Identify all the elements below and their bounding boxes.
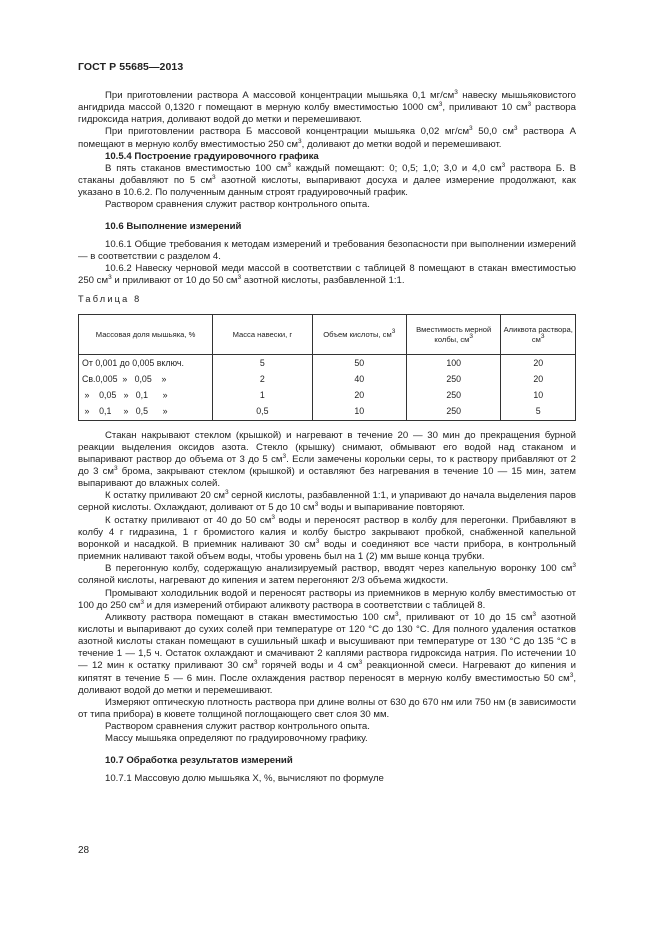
table-cell: 50	[312, 354, 406, 372]
table-cell: 5	[501, 404, 576, 421]
paragraph: 10.6.1 Общие требования к методам измерений и требования безопасности при выполнении измерений — в соответствии с разделом 4.	[78, 238, 576, 262]
table-header-row	[79, 314, 576, 354]
paragraph: В перегонную колбу, содержащую анализируемый раствор, вводят через капельную воронку 100 $см^3$ соляной кислоты, нагревают до кипения и затем перегоняют 2/3 объема жидкости.	[78, 562, 576, 587]
paragraph: 10.7.1 Массовую долю мышьяка X, %, вычисляют по формуле	[105, 772, 384, 784]
paragraph: К остатку приливают 20 $см^3$ серной кислоты, разбавленной 1:1, и упаривают до начала выделения паров серной кислоты. Охлаждают, доливают от 5 до 10 $см^3$ воды и выпаривание повторяют.	[78, 489, 576, 514]
table-cell: 250	[407, 388, 501, 404]
table-cell: 100	[407, 354, 501, 372]
table-8	[78, 314, 576, 421]
paragraph: Измеряют оптическую плотность раствора при длине волны от 630 до 670 нм или 750 нм (в зависимости от типа прибора) в кювете толщиной поглощающего свет слоя 30 мм.	[78, 696, 576, 721]
paragraph: В пять стаканов вместимостью 100 $см^3$ каждый помещают: 0; 0,5; 1,0; 3,0 и 4,0 $см^3$ раствора Б. В стаканы добавляют по 5 $см^3$ азотной кислоты, выпаривают досуха и далее измерение продолжают, как указано в 10.6.2. По полученным данным строят градуировочный график.	[78, 161, 576, 199]
table-header-cell: Объем кислоты, $см^3$	[312, 314, 406, 354]
paragraph: Массу мышьяка определяют по градуировочному графику.	[105, 733, 368, 745]
paragraph: К остатку приливают от 40 до 50 $см^3$ воды и переносят раствор в колбу для перегонки. Прибавляют в колбу 4 г гидразина, 1 г бромистого калия и колбу быстро закрывают пробкой, снабженной капельной воронкой и насадкой. В приемник наливают 30 $см^3$ воды и соединяют все части прибора, в контрольный приемник наливают такой объем воды, чтобы уровень был на 1 (2) мм выше конца трубки.	[78, 513, 576, 563]
paragraph: При приготовлении раствора Б массовой концентрации мышьяка 0,02 $мг/см^3$ 50,0 $см^3$ раствора А помещают в мерную колбу вместимостью 250 $см^3$, доливают до метки водой и перемешивают.	[78, 125, 576, 150]
table-body	[79, 354, 576, 420]
table-cell: » 0,05 » 0,1 »	[79, 388, 213, 404]
table-cell: 0,5	[213, 404, 312, 421]
document-header: ГОСТ Р 55685—2013	[78, 61, 184, 73]
table-header-cell: Вместимость мерной колбы, $см^3$	[407, 314, 501, 354]
table-cell: 10	[501, 388, 576, 404]
paragraph: 10.6.2 Навеску черновой меди массой в соответствии с таблицей 8 помещают в стакан вместимостью 250 $см^3$ и приливают от 10 до 50 $см^3$ азотной кислоты, разбавленной 1:1.	[78, 263, 576, 287]
table-cell: » 0,1 » 0,5 »	[79, 404, 213, 421]
table-header-cell: Массовая доля мышьяка, %	[79, 314, 213, 354]
paragraph: Промывают холодильник водой и переносят растворы из приемников в мерную колбу вместимостью от 100 до 250 $см^3$ и для измерений отбирают аликвоту раствора в соответствии с таблицей 8.	[78, 587, 576, 611]
table-row	[79, 404, 576, 421]
table-cell: 20	[312, 388, 406, 404]
paragraph: При приготовлении раствора А массовой концентрации мышьяка 0,1 $мг/см^3$ навеску мышьяковистого ангидрида массой 0,1320 г помещают в мерную колбу вместимостью 1000 $см^3$, приливают 10 $см^3$ раствора гидроксида натрия, доливают водой до метки и перемешивают.	[78, 89, 576, 126]
section-heading: 10.7 Обработка результатов измерений	[105, 754, 293, 766]
table-header-cell: Аликвота раствора, $см^3$	[501, 314, 576, 354]
table-row	[79, 354, 576, 372]
table-caption: Таблица 8	[78, 294, 142, 305]
table-cell: 10	[312, 404, 406, 421]
table-cell: От 0,001 до 0,005 включ.	[79, 354, 213, 372]
document-body	[78, 90, 576, 785]
spacer	[78, 746, 576, 755]
sections-before-table	[78, 90, 576, 287]
table-cell: 40	[312, 372, 406, 388]
table-cell: 250	[407, 372, 501, 388]
table-cell: Св.0,005 » 0,05 »	[79, 372, 213, 388]
sections-after-table	[78, 430, 576, 785]
table-cell: 20	[501, 354, 576, 372]
page-number: 28	[78, 845, 90, 856]
paragraph: Раствором сравнения служит раствор контрольного опыта.	[105, 721, 370, 733]
table-cell: 2	[213, 372, 312, 388]
table-header-cell: Масса навески, г	[213, 314, 312, 354]
paragraph: Стакан накрывают стеклом (крышкой) и нагревают в течение 20 — 30 мин до прекращения бурной реакции выделения оксидов азота. Стекло (крышку) снимают, обмывают его водой над стаканом и выпаривают раствор до объема от 3 до 5 $см^3$. Если замечены корольки серы, то к раствору прибавляют от 2 до 3 $см^3$ брома, закрывают стеклом (крышкой) и оставляют без нагревания в течение 10 — 15 мин, затем выпаривают до влажных солей.	[78, 429, 576, 490]
table-cell: 250	[407, 404, 501, 421]
table-cell: 5	[213, 354, 312, 372]
section-heading: 10.6 Выполнение измерений	[105, 220, 242, 232]
table-cell: 1	[213, 388, 312, 404]
spacer	[78, 212, 576, 221]
table-cell: 20	[501, 372, 576, 388]
table-row	[79, 372, 576, 388]
paragraph: Раствором сравнения служит раствор контрольного опыта.	[105, 199, 370, 211]
section-heading: 10.5.4 Построение градуировочного графика	[105, 150, 319, 162]
paragraph: Аликвоту раствора помещают в стакан вместимостью 100 $см^3$, приливают от 10 до 15 $см^3$ азотной кислоты и выпаривают до сухих солей при температуре от 120 °С до 130 °С. Для полного удаления остатков азотной кислоты стакан помещают в сушильный шкаф и высушивают при температуре от 130 °С до 135 °С в течение 1 — 1,5 ч. Остаток охлаждают и смачивают 2 каплями раствора гидроксида натрия. По истечении 10 — 12 мин к остатку приливают 30 $см^3$ горячей воды и 4 $см^3$ реакционной смеси. Нагревают до кипения и кипятят в течение 5 — 6 мин. После охлаждения раствор переносят в мерную колбу вместимостью 50 $см^3$, доливают водой до метки и перемешивают.	[78, 610, 576, 696]
table-row	[79, 388, 576, 404]
